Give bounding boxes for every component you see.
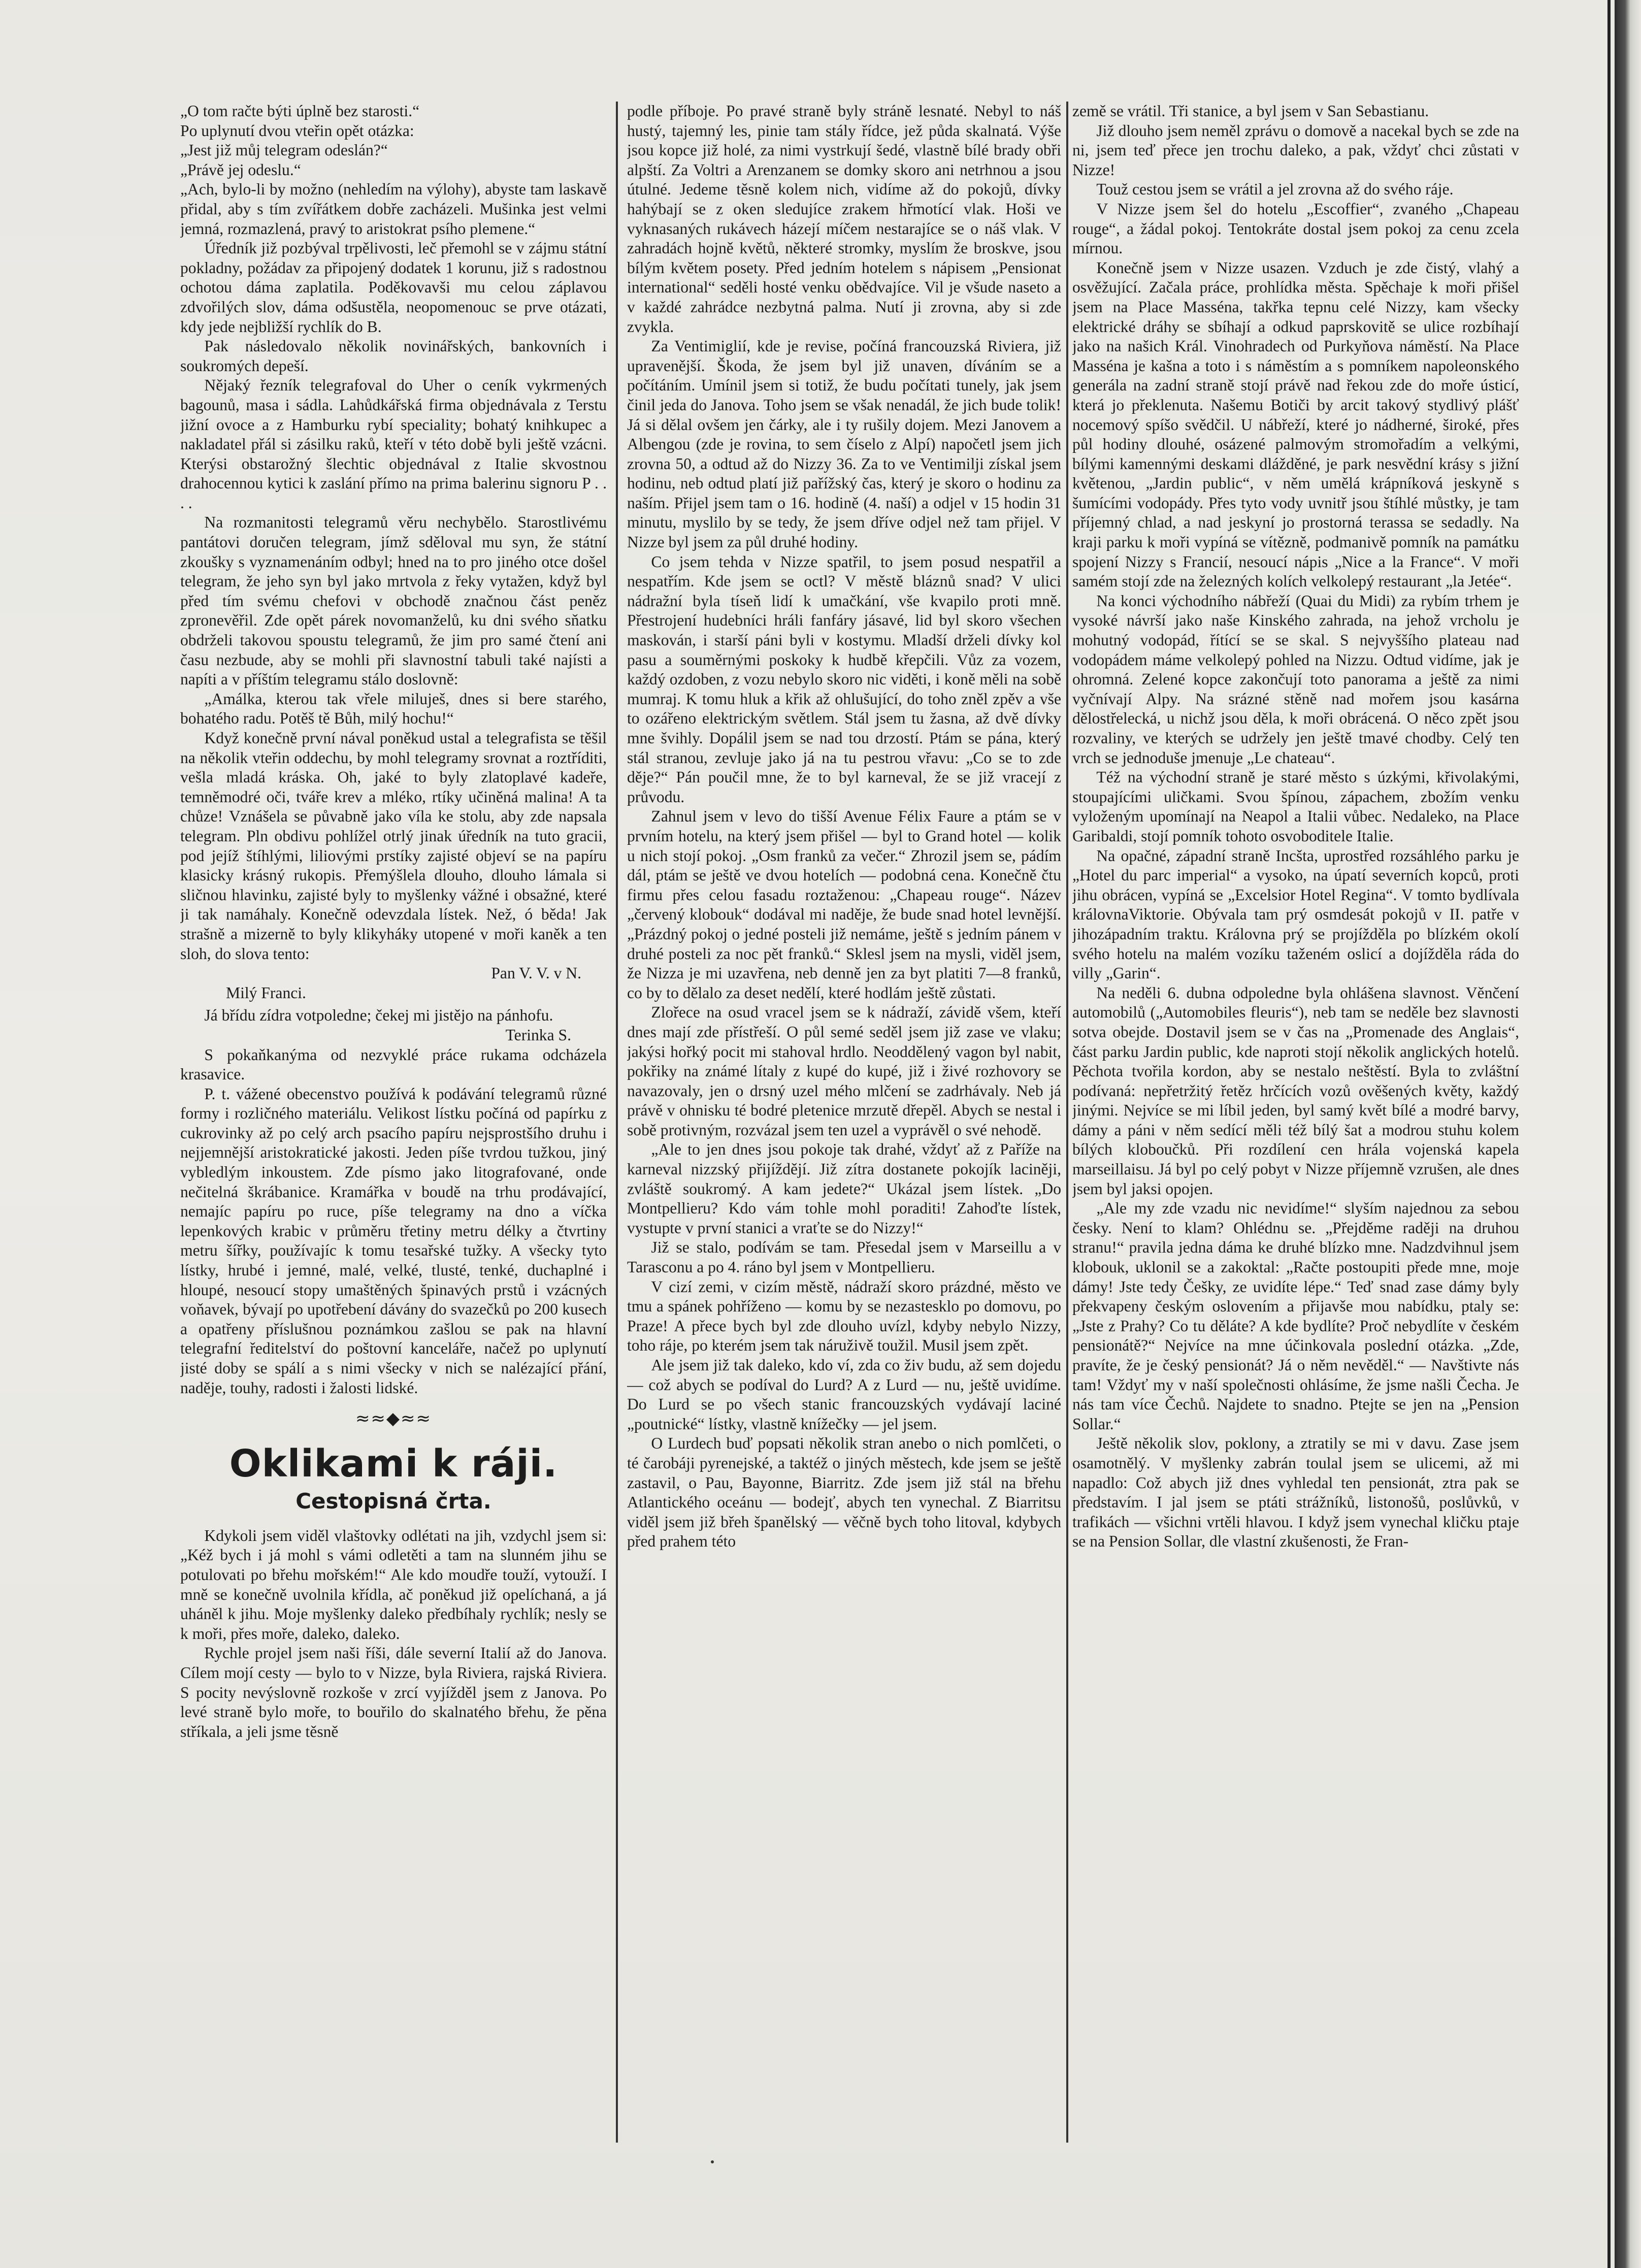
paragraph: Ale jsem již tak daleko, kdo ví, zda co živ budu, až sem dojedu — což abych se podíval do Lurd? A z Lurd — nu, ještě uvidíme. Do Lurd se po všech stanic francouzských vydávají laciné „poutnické“ lístky, vlastně knížečky — jel jsem. (627, 1356, 1061, 1433)
newspaper-page (180, 102, 1533, 2204)
paragraph: Za Ventimiglií, kde je revise, počíná francouzská Riviera, již upravenější. Škoda, že jsem byl již unaven, díváním se a počítáním. Umínil jsem si totiž, že budu počítati tunely, jak jsem činil jeda do Janova. Toho jsem se však nenadál, že jich bude tolik! Já si dělal ovšem jen čárky, ale i ty rušily dojem. Mezi Janovem a Albengou (zde je rovina, to sem číselo z Alpí) napočetl jsem jich zrovna 50, a odtud až do Nizzy 36. Za to ve Ventimilji získal jsem hodinu, neb odtud platí již pařížský čas, který je skoro o hodinu za naším. Přijel jsem tam o 16. hodině (4. naší) a odjel v 15 hodin 31 minutu, myslilo by se tedy, že jsem dříve odjel než tam přijel. V Nizze byl jsem za půl druhé hodiny. (627, 337, 1061, 551)
telegram-address: Pan V. V. v N. (491, 964, 581, 982)
telegram-signature: Terinka S. (505, 1026, 571, 1044)
paragraph: „Jest již můj telegram odeslán?“ (180, 141, 388, 159)
column-3 (1072, 102, 1519, 2183)
column-rule (1066, 102, 1068, 2143)
paragraph: Já břídu zídra votpoledne; čekej mi jistějo na pánhofu. (204, 1006, 553, 1025)
paragraph: „Ach, bylo-li by možno (nehledím na výlohy), abyste tam laskavě přidal, aby s tím zvířátkem dobře zacházeli. Mušinka jest velmi jemná, rozmazlená, pravý to aristokrat psího plemene.“ (180, 180, 607, 238)
paragraph: „O tom račte býti úplně bez starosti.“ (180, 102, 420, 120)
paragraph: V Nizze jsem šel do hotelu „Escoffier“, zvaného „Chapeau rouge“, a žádal pokoj. Tentokráte dostal jsem pokoj za cenu zcela mírnou. (1072, 200, 1519, 257)
paragraph: Ještě několik slov, poklony, a ztratily se mi v davu. Zase jsem osamotnělý. V myšlenky zabrán toulal jsem se ulicemi, až mi napadlo: Což abych již dnes vyhledal ten pensionát, ztra pak se představím. I jal jsem se ptáti strážníků, listonošů, poslůvků, v trafikách — všichni vrtěli hlavou. I když jsem vynechal kličku ptaje se na Pension Sollar, dle vlastní zkušenosti, že Fran- (1072, 1434, 1519, 1551)
column-1 (180, 102, 607, 2183)
paragraph: Kdykoli jsem viděl vlaštovky odlétati na jih, vzdychl jsem si: „Kéž bych i já mohl s vámi odletěti a tam na slunném jihu se potulovati po břehu mořském!“ Ale kdo moudře touží, vytouží. I mně se konečně uvolnila křídla, ač poněkud již opelíchaná, a já uháněl k jihu. Moje myšlenky daleko předbíhaly rychlík; nesly se k moři, přes moře, daleko, daleko. (180, 1526, 607, 1642)
paragraph: Na opačné, západní straně Incšta, uprostřed rozsáhlého parku je „Hotel du parc imperial“ a vysoko, na úpatí severních kopců, proti jihu obrácen, vypíná se „Excelsior Hotel Regina“. V tomto bydlívala královnaViktorie. Obývala tam prý osmdesát pokojů v II. patře v jihozápadním traktu. Královna prý se projížděla po blízkém okolí svého hotelu na malém vozíku taženém oslicí a dojížděla ráda do villy „Garin“. (1072, 846, 1519, 982)
paragraph: „Ale to jen dnes jsou pokoje tak drahé, vždyť až z Paříže na karneval nizzský přijíždějí. Již zítra dostanete pokojík laciněji, zvláště soukromý. A kam jedete?“ Ukázal jsem lístek. „Do Montpellieru? Kdo vám tohle mohl poraditi! Zahoďte lístek, vystupte v první stanici a vraťte se do Nizzy!“ (627, 1140, 1061, 1237)
paragraph: „Právě jej odeslu.“ (180, 160, 301, 179)
paragraph: Na neděli 6. dubna odpoledne byla ohlášena slavnost. Věnčení automobilů („Automobiles fleuris“), neb tam se neděle bez slavnosti sotva obejde. Dostavil jsem se v čas na „Promenade des Anglais“, část parku Jardin public, kde naproti stojí několik anglických hotelů. Pěchota tvořila kordon, aby se nestalo neštěstí. Byla to zvláštní podívaná: nepřetržitý řetěz hrčících vozů ověšených květy, každý jinými. Nejvíce se mi líbil jeden, byl samý květ bílé a modré barvy, dámy a páni v něm sedící měli též bílý šat a modrou stuhu kolem bílých kloboučků. Při rozdílení cen hrála vojenská kapela marseillaisu. Já byl po celý pobyt v Nizze příjemně vzrušen, ale dnes jsem byl jaksi opojen. (1072, 983, 1519, 1198)
paragraph: P. t. vážené obecenstvo používá k podávání telegramů různé formy i rozličného materiálu. Velikost lístku počíná od papírku z cukrovinky až po celý arch psacího papíru nejsprostšího druhu i nejjemnější aristokratické jakosti. Jeden píše tvrdou tužkou, jiný vybledlým inkoustem. Zde písmo jako litografované, onde nečitelná škrábanice. Kramářka v boudě na trhu prodávající, nemajíc papíru po ruce, píše telegramy na dno a víčka lepenkových krabic v průměru třetiny metru délky a čtvrtiny metru šířky, používajíc k tomu tesařské tužky. A všecky tyto lístky, hrubé i jemné, malé, velké, tlusté, tenké, duchaplné i hloupé, nesoucí stopy umaštěných špinavých prstů i vzácných voňavek, bývají po upotřebení dávány do svazečků po 200 kusech a opatřeny příslušnou poznámkou zašlou se pak na hlavní telegrafní ředitelství do poštovní kanceláře, načež po uplynutí jisté doby se spálí a s nimi všecky v nich se nalézající přání, naděje, touhy, radosti i žalosti lidské. (180, 1084, 607, 1397)
paragraph: Rychle projel jsem naši říši, dále severní Italií až do Janova. Cílem mojí cesty — bylo to v Nizze, byla Riviera, rajská Riviera. S pocity nevýslovně rozkoše v zrcí vyjížděl jsem z Janova. Po levé straně bylo moře, to bouřilo do skalnatého břehu, že pěna stříkala, a jeli jsme těsně (180, 1644, 607, 1740)
paragraph: Již dlouho jsem neměl zprávu o domově a nacekal bych se zde na ni, jsem teď přece jen trochu daleko, a pak, vždyť chci zůstati v Nizze! (1072, 121, 1519, 179)
paragraph: V cizí zemi, v cizím městě, nádraží skoro prázdné, město ve tmu a spánek pohříženo — komu by se nezastesklo po domovu, po Praze! A přece bych byl zde dlouho uvízl, kdyby nebylo Nizzy, toho ráje, po kterém jsem tak náruživě toužil. Musil jsem zpět. (627, 1277, 1061, 1355)
article-subheadline: Cestopisná črta. (296, 1488, 491, 1514)
article-headline: Oklikami k ráji. (229, 1441, 558, 1486)
paragraph: Po uplynutí dvou vteřin opět otázka: (180, 121, 414, 140)
paragraph: O Lurdech buď popsati několik stran anebo o nich pomlčeti, o té čarobáji pyrenejské, a taktéž o jiných městech, kde jsem se ještě zastavil, o Pau, Bayonne, Biarritz. Zde jsem již stál na břehu Atlantického oceánu — bodejť, abych ten vynechal. Z Biarritsu viděl jsem již břeh španělský — věčně bych toho litoval, kdybych před prahem této (627, 1434, 1061, 1551)
paragraph: Pak následovalo několik novinářských, bankovních i soukromých depeší. (180, 337, 607, 375)
paragraph: Co jsem tehda v Nizze spatřil, to jsem posud nespatřil a nespatřím. Kde jsem se octl? V městě bláznů snad? V ulici nádražní byla tíseň lidí k umačkání, vše kvapilo proti mně. Přestrojení hudebníci hráli fanfáry jásavé, lid byl skoro všechen maskován, i starší páni byli v kostymu. Mladší drželi dívky kol pasu a souměrnými poskoky k hudbě křepčili. Vůz za vozem, každý ozdoben, z vozu nebylo skoro nic viděti, i koně měli na sobě mumraj. K tomu hluk a křik až ohlušující, do toho zněl zpěv a vše to ozářeno elektrickým světlem. Stál jsem tu žasna, až dvě dívky mne švihly. Dopálil jsem se nad tou drzostí. Ptám se pána, který stál stranou, zevluje jako já na tu pestrou vřavu: „Co se to zde děje?“ Pán poučil mne, že to byl karneval, že se již vracejí z průvodu. (627, 552, 1061, 806)
column-2 (627, 102, 1061, 2183)
paragraph: S pokaňkanýma od nezvyklé práce rukama odcházela krasavice. (180, 1045, 607, 1083)
paragraph: Konečně jsem v Nizze usazen. Vzduch je zde čistý, vlahý a osvěžující. Začala práce, prohlídka města. Spěchaje k moři přišel jsem na Place Masséna, takřka tepnu celé Nizzy, kam všecky elektrické dráhy se sbíhají a odkud paprskovitě se ulice rozbíhají jako na našich Král. Vinohradech od Purkyňova náměstí. Na Place Masséna je kašna a toto i s náměstím a s pomníkem napoleonského generála na zadní straně stojí právě nad řekou zde do moře ústicí, která jo překlenuta. Našemu Botiči by arcit takový stydlivý plášť nocemový spíšo svědčil. U nábřeží, které jo nádherné, široké, přes půl hodiny dlouhé, osázené palmovým stromořadím a velkými, bílými kamennými deskami dlážděné, je park nesvědní krásy s jižní květenou, „Jardin public“, v něm umělá krápníková jeskyně s šumícími vodopády. Přes tyto vody uvnitř jsou štíhlé můstky, je tam příjemný chlad, a nad jeskyní jo prostorná terassa se sedadly. Na kraji parku k moři vypíná se vítězně, podmanivě pomník na památku spojení Nizzy s Francií, nesoucí nápis „Nice a la France“. V moři samém stojí zde na železných kolích velkolepý restaurant „la Jetée“. (1072, 258, 1519, 590)
section-divider-ornament: ≈≈◆≈≈ (355, 1408, 432, 1429)
paragraph: „Ale my zde vzadu nic nevidíme!“ slyším najednou za sebou česky. Není to klam? Ohlédnu se. „Přejděme raději na druhou stranu!“ pravila jedna dáma ke druhé blízko mne. Nadzdvihnul jsem klobouk, uklonil se a zakoktal: „Račte postoupiti přede mne, moje dámy! Jste tedy Češky, ze uvidíte lépe.“ Teď snad zase dámy byly překvapeny českým oslovením a přijavše mou nabídku, ptaly se: „Jste z Prahy? Co tu děláte? A kde bydlíte? Proč nebydlíte v českém pensionátě?“ Nejvíce na mne účinkovala poslední otázka. „Zde, pravíte, že je český pensionát? Já o něm nevěděl.“ — Navštivte nás tam! Vždyť my v naší společnosti ohlásíme, že jsme našli Čecha. Je nás tam více Čechů. Najdete to snadno. Ptejte se jen na „Pension Sollar.“ (1072, 1199, 1519, 1433)
telegram-salutation: Milý Franci. (226, 983, 306, 1002)
paragraph: Zlořece na osud vracel jsem se k nádraží, závidě všem, kteří dnes mají zde přístřeší. O půl semé seděl jsem již zase ve vlaku; jakýsi hořký pocit mi stahoval hrdlo. Neoddělený vagon byl nabit, pokřiky na známé lítaly z kupé do kupé, již i živé rozhovory se navazovaly, jen o drsný uzel mého mlčení se zadrhávaly. Neb já právě v ohnisku té bodré pletenice mrzutě dřepěl. Abych se nestal i sobě protivným, rozvázal jsem ten uzel a vyprávěl o své nehodě. (627, 1003, 1061, 1139)
binding-edge-line (1607, 0, 1611, 2268)
paragraph: Též na východní straně je staré město s úzkými, křivolakými, stoupajícími uličkami. Svou špínou, zápachem, zbožím venku vyloženým upomínají na Neapol a Italii vůbec. Nedaleko, na Place Garibaldi, stojí pomník tohoto osvoboditele Italie. (1072, 768, 1519, 845)
paragraph: země se vrátil. Tři stanice, a byl jsem v San Sebastianu. (1072, 102, 1429, 120)
paragraph: podle příboje. Po pravé straně byly stráně lesnaté. Nebyl to náš hustý, tajemný les, pinie tam stály řídce, jež půda skalnatá. Výše jsou kopce již holé, za nimi vystrkují šedé, vlastně bílé brady obři alpští. Za Voltri a Arenzanem se domky skoro ani netrhnou a jsou útulné. Jedeme těsně kolem nich, vidíme až do pokojů, dívky hahýbají se z oken sledujíce zrakem hřmotící vlak. Hoši ve vyknasaných rukávech házejí míčem nestarajíce se o náš vlak. V zahradách hojně květů, některé stromky, myslím že broskve, jsou bílým květem posety. Před jedním hotelem s nápisem „Pensionat international“ seděli hosté venku obědvajíce. Vil je všude naseto a v každé zahrádce nezbytná palma. Nutí ji zrovna, aby si zde zvykla. (627, 102, 1061, 336)
paragraph: Když konečně první nával poněkud ustal a telegrafista se těšil na několik vteřin oddechu, by mohl telegramy srovnat a roztříditi, vešla mladá kráska. Oh, jaké to byly zlatoplavé kadeře, temněmodré oči, tváře krev a mléko, rtíky učiněná malina! A ta chůze! Vznášela se půvabně jako víla ke stolu, aby zde napsala telegram. Pln obdivu pohlížel otrlý jinak úředník na tuto gracii, pod jejíž štíhlými, liliovými prstíky zajisté objeví se na papíru klasicky krásný rukopis. Přemýšlela dlouho, dlouho lámala si sličnou hlavinku, zajisté byly to myšlenky vážné i obsažné, které ji tak namáhaly. Konečně odevzdala lístek. Než, ó běda! Jak strašně a mizerně to byly klikyháky utopené v moři kaněk a ten sloh, do slova tento: (180, 729, 607, 963)
paragraph: Již se stalo, podívám se tam. Přesedal jsem v Marseillu a v Tarasconu a po 4. ráno byl jsem v Montpellieru. (627, 1238, 1061, 1276)
print-speck (711, 2160, 714, 2163)
paragraph: Úředník již pozbýval trpělivosti, leč přemohl se v zájmu státní pokladny, požádav za připojený dodatek 1 korunu, již s radostnou ochotou dáma zaplatila. Poděkovavši mu celou záplavou zdvořilých slov, dáma odšustěla, neopomenouc se prve otázati, kdy jede nejbližší rychlík do B. (180, 239, 607, 336)
paragraph: Nějaký řezník telegrafoval do Uher o ceník vykrmených bagounů, masa i sádla. Lahůdkářská firma objednávala z Terstu jižní ovoce a z Hamburku rybí speciality; bohatý knihkupec a nakladatel přál si zásilku raků, kteří v této době byli ještě vzácni. Kterýsi obstarožný šlechtic objednával z Italie skvostnou drahocennou kytici k zaslání přímo na prima balerinu signoru P . . . . (180, 376, 607, 512)
paragraph: „Amálka, kterou tak vřele miluješ, dnes si bere starého, bohatého radu. Potěš tě Bůh, milý hochu!“ (180, 689, 607, 728)
paragraph: Zahnul jsem v levo do tišší Avenue Félix Faure a ptám se v prvním hotelu, na který jsem přišel — byl to Grand hotel — kolik u nich stojí pokoj. „Osm franků za večer.“ Zhrozil jsem se, pádím dál, ptám se ještě ve dvou hotelích — podobná cena. Konečně čtu firmu přes celou fasadu roztaženou: „Chapeau rouge“. Název „červený klobouk“ dodával mi naděje, že bude snad hotel levnější. „Prázdný pokoj o jedné posteli již nemáme, ještě s jedním pánem v druhé posteli za noc pět franků.“ Sklesl jsem na mysli, viděl jsem, že Nizza je mi uzavřena, neb denně jen za byt platiti 7—8 franků, co by to dělalo za deset nedělí, které hodlám ještě zůstati. (627, 807, 1061, 1002)
paragraph: Na rozmanitosti telegramů věru nechybělo. Starostlivému pantátovi doručen telegram, jímž sděloval mu syn, že státní zkoušky s vyznamenáním odbyl; hned na to pro jiného otce došel telegram, že jeho syn byl jako mrtvola z řeky vytažen, když byl před tím svému chefovi v obchodě značnou část peněz zpronevěřil. Zde opět párek novomanželů, ku dni svého sňatku obdrželi takovou spoustu telegramů, že jim pro samé čtení ani času nezbude, aby se mohli při slavnostní tabuli také najísti a napíti a v příštím telegramu stálo doslovně: (180, 513, 607, 688)
paragraph: Touž cestou jsem se vrátil a jel zrovna až do svého ráje. (1096, 180, 1454, 199)
paragraph: Na konci východního nábřeží (Quai du Midi) za rybím trhem je vysoké návrší jako naše Kinského zahrada, na jehož vrcholu je mohutný vodopád, řítící se se skal. S nejvyššího plateau nad vodopádem máme velkolepý pohled na Nizzu. Odtud vidíme, jak je ohromná. Zelené kopce zakončují toto panorama a ještě za nimi vyčnívají Alpy. Na srázné stěně nad mořem jsou kasárna dělostřelecká, u nichž jsou děla, k moři obrácená. O něco zpět jsou rozvaliny, ve kterých se udržely jen ještě tmavé chodby. Celý ten vrch se jednoduše jmenuje „Le chateau“. (1072, 591, 1519, 767)
binding-edge (1615, 0, 1641, 2268)
column-rule (616, 102, 618, 2143)
